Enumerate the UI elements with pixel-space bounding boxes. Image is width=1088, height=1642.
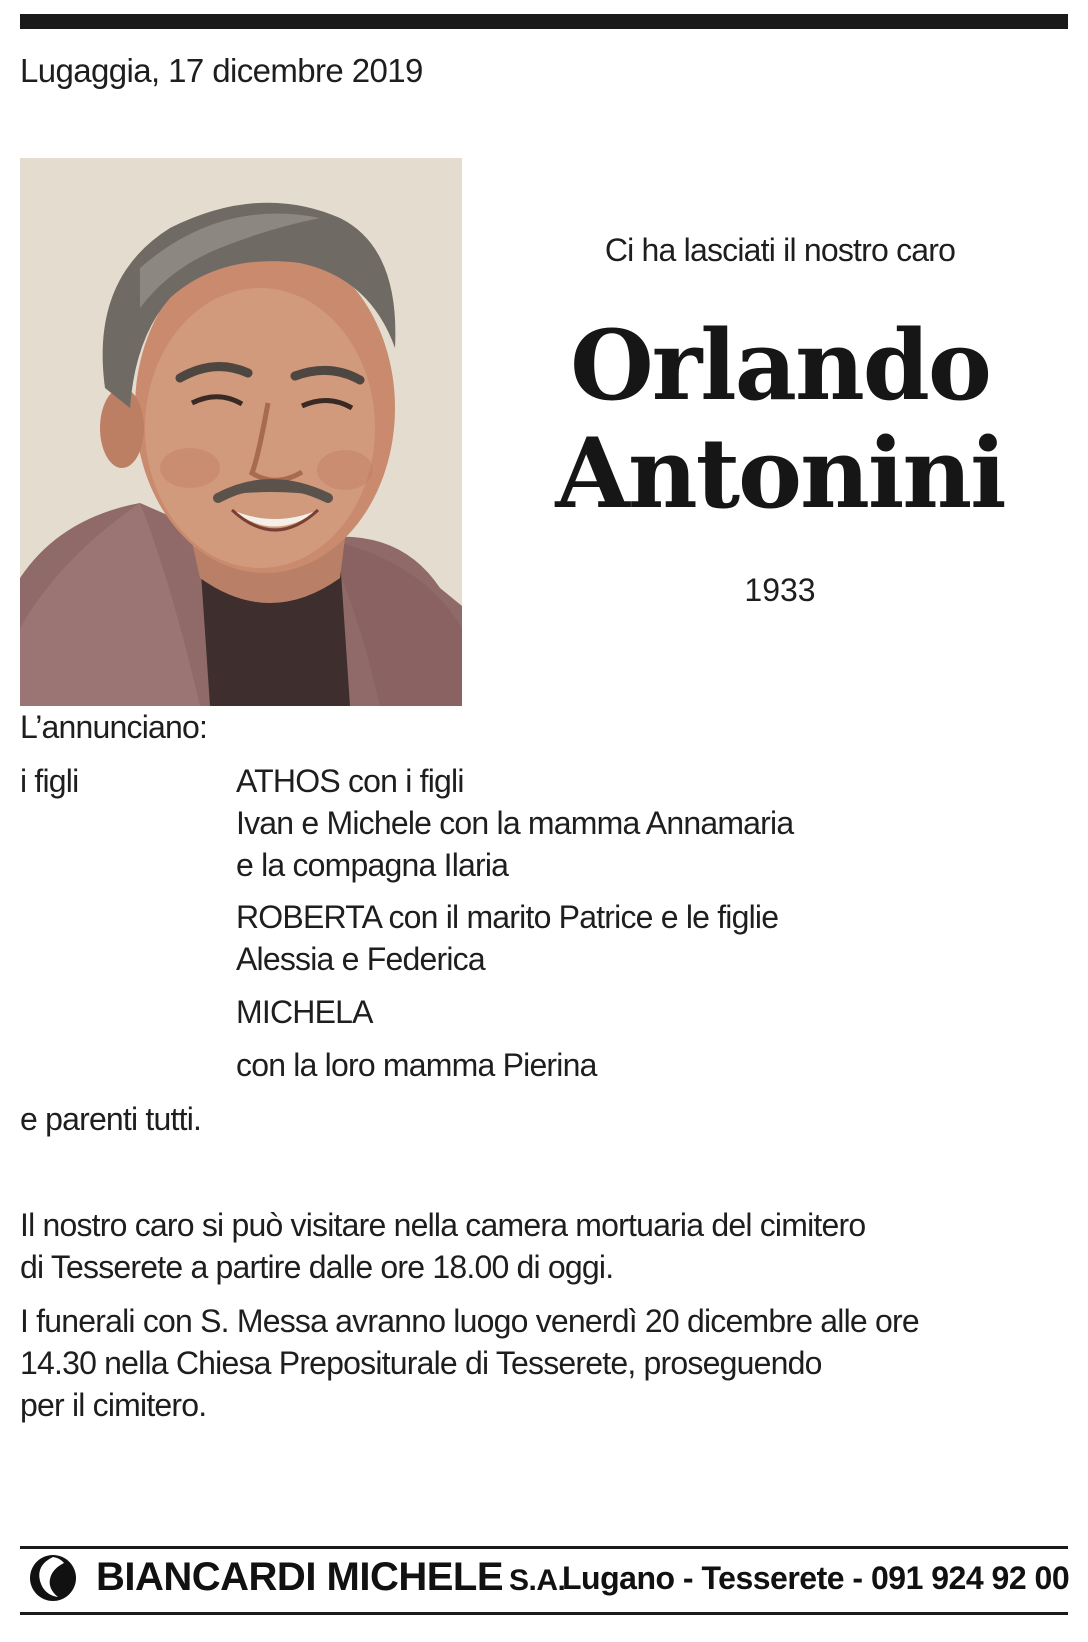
funeral-notice-line: per il cimitero.	[20, 1387, 207, 1423]
logo-letter: B	[58, 1573, 72, 1592]
funeral-notice-line: I funerali con S. Messa avranno luogo venerdì 20 dicembre alle ore	[20, 1303, 919, 1339]
visit-notice-line: Il nostro caro si può visitare nella camera mortuaria del cimitero	[20, 1207, 866, 1243]
visit-notice-line: di Tesserete a partire dalle ore 18.00 di oggi.	[20, 1249, 614, 1285]
portrait-illustration	[20, 158, 462, 706]
family-line: Alessia e Federica	[236, 941, 485, 977]
family-line: Ivan e Michele con la mamma Annamaria	[236, 805, 794, 841]
footer-bottom-rule	[20, 1612, 1068, 1615]
footer-top-rule	[20, 1546, 1068, 1549]
company-name-text: BIANCARDI MICHELE	[96, 1555, 504, 1599]
family-line: ROBERTA con il marito Patrice e le figlie	[236, 899, 779, 935]
funeral-home-logo	[28, 1553, 78, 1603]
company-suffix: S.A.	[509, 1564, 566, 1597]
family-line: con la loro mamma Pierina	[236, 1047, 597, 1083]
family-line: e la compagna Ilaria	[236, 847, 509, 883]
birth-year: 1933	[744, 572, 816, 608]
family-closing: e parenti tutti.	[20, 1101, 202, 1137]
portrait-photo	[20, 158, 462, 706]
funeral-notice-line: 14.30 nella Chiesa Prepositurale di Tesserete, proseguendo	[20, 1345, 822, 1381]
top-rule	[20, 14, 1068, 29]
family-line: MICHELA	[236, 994, 373, 1030]
children-label: i figli	[20, 763, 79, 799]
first-name: Orlando	[570, 309, 990, 422]
company-contact: Lugano - Tesserete - 091 924 92 00	[562, 1560, 1070, 1596]
company-name	[96, 1555, 565, 1600]
last-name: Antonini	[555, 417, 1005, 530]
announce-label: L’annunciano:	[20, 709, 208, 745]
place-date: Lugaggia, 17 dicembre 2019	[20, 52, 423, 89]
family-line: ATHOS con i figli	[236, 763, 464, 799]
deceased-name	[510, 309, 1050, 530]
intro-text: Ci ha lasciati il nostro caro	[604, 232, 956, 268]
